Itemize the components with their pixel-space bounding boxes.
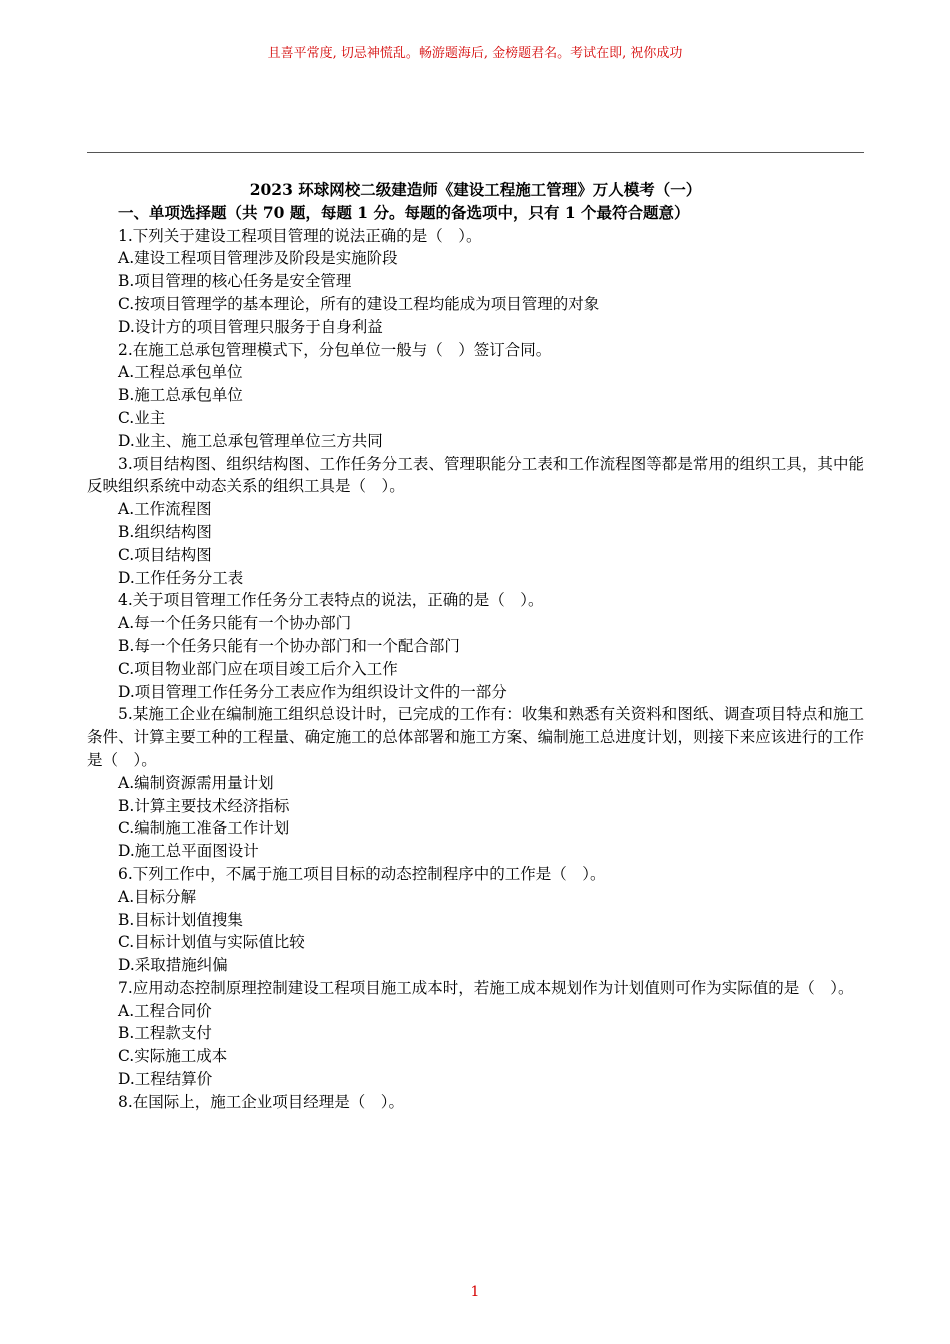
option-c: C.项目物业部门应在项目竣工后介入工作 [118, 659, 398, 678]
question-stem: 7.应用动态控制原理控制建设工程项目施工成本时，若施工成本规划作为计划值则可作为实际值的是（ ）。 [118, 978, 854, 997]
question-2 [87, 339, 864, 453]
question-6 [87, 863, 864, 977]
option-d: D.施工总平面图设计 [118, 842, 259, 861]
question-stem: 4.关于项目管理工作任务分工表特点的说法，正确的是（ ）。 [118, 591, 544, 610]
option-d: D.采取措施纠偏 [118, 956, 228, 975]
question-1 [87, 225, 864, 339]
option-a: A.编制资源需用量计划 [118, 773, 274, 792]
option-c: C.编制施工准备工作计划 [118, 819, 290, 838]
document-body [87, 179, 864, 1114]
option-b: B.组织结构图 [118, 522, 212, 541]
question-stem: 8.在国际上，施工企业项目经理是（ ）。 [118, 1092, 405, 1111]
option-d: D.工程结算价 [118, 1070, 213, 1089]
question-stem: 5.某施工企业在编制施工组织总设计时，已完成的工作有：收集和熟悉有关资料和图纸、调查项目特点和施工条件、计算主要工种的工程量、确定施工的总体部署和施工方案、编制施工总进度计划，则接下来应该进行的工作是（ ）。 [87, 705, 864, 769]
option-b: B.目标计划值搜集 [118, 910, 243, 929]
header-divider [87, 152, 864, 153]
question-5 [87, 703, 864, 863]
option-d: D.业主、施工总承包管理单位三方共同 [118, 431, 383, 450]
question-8 [87, 1091, 864, 1114]
option-a: A.每一个任务只能有一个协办部门 [118, 614, 352, 633]
option-d: D.设计方的项目管理只服务于自身利益 [118, 317, 383, 336]
option-c: C.项目结构图 [118, 545, 212, 564]
option-a: A.工程合同价 [118, 1001, 212, 1020]
option-c: C.目标计划值与实际值比较 [118, 933, 305, 952]
document-title: 2023 环球网校二级建造师《建设工程施工管理》万人模考（一） [249, 180, 702, 199]
question-stem: 1.下列关于建设工程项目管理的说法正确的是（ ）。 [118, 226, 482, 245]
question-stem: 6.下列工作中，不属于施工项目目标的动态控制程序中的工作是（ ）。 [118, 864, 606, 883]
option-a: A.目标分解 [118, 887, 197, 906]
question-3 [87, 453, 864, 590]
question-stem: 2.在施工总承包管理模式下，分包单位一般与（ ）签订合同。 [118, 340, 552, 359]
option-d: D.工作任务分工表 [118, 568, 244, 587]
option-c: C.业主 [118, 408, 166, 427]
question-4 [87, 589, 864, 703]
question-7 [87, 977, 864, 1091]
option-b: B.每一个任务只能有一个协办部门和一个配合部门 [118, 636, 460, 655]
option-c: C.按项目管理学的基本理论，所有的建设工程均能成为项目管理的对象 [118, 294, 600, 313]
option-b: B.施工总承包单位 [118, 386, 243, 405]
page-number: 1 [470, 1284, 480, 1300]
option-c: C.实际施工成本 [118, 1047, 228, 1066]
option-b: B.项目管理的核心任务是安全管理 [118, 272, 352, 291]
option-a: A.工程总承包单位 [118, 363, 243, 382]
question-stem: 3.项目结构图、组织结构图、工作任务分工表、管理职能分工表和工作流程图等都是常用的组织工具，其中能反映组织系统中动态关系的组织工具是（ ）。 [87, 454, 864, 496]
option-b: B.工程款支付 [118, 1024, 212, 1043]
option-d: D.项目管理工作任务分工表应作为组织设计文件的一部分 [118, 682, 507, 701]
option-a: A.建设工程项目管理涉及阶段是实施阶段 [118, 249, 398, 268]
page-header-motto: 且喜平常度, 切忌神慌乱。畅游题海后, 金榜题君名。考试在即, 祝你成功 [267, 46, 683, 61]
section-heading: 一、单项选择题（共 70 题，每题 1 分。每题的备选项中，只有 1 个最符合题意） [118, 202, 690, 222]
option-b: B.计算主要技术经济指标 [118, 796, 290, 815]
option-a: A.工作流程图 [118, 500, 212, 519]
